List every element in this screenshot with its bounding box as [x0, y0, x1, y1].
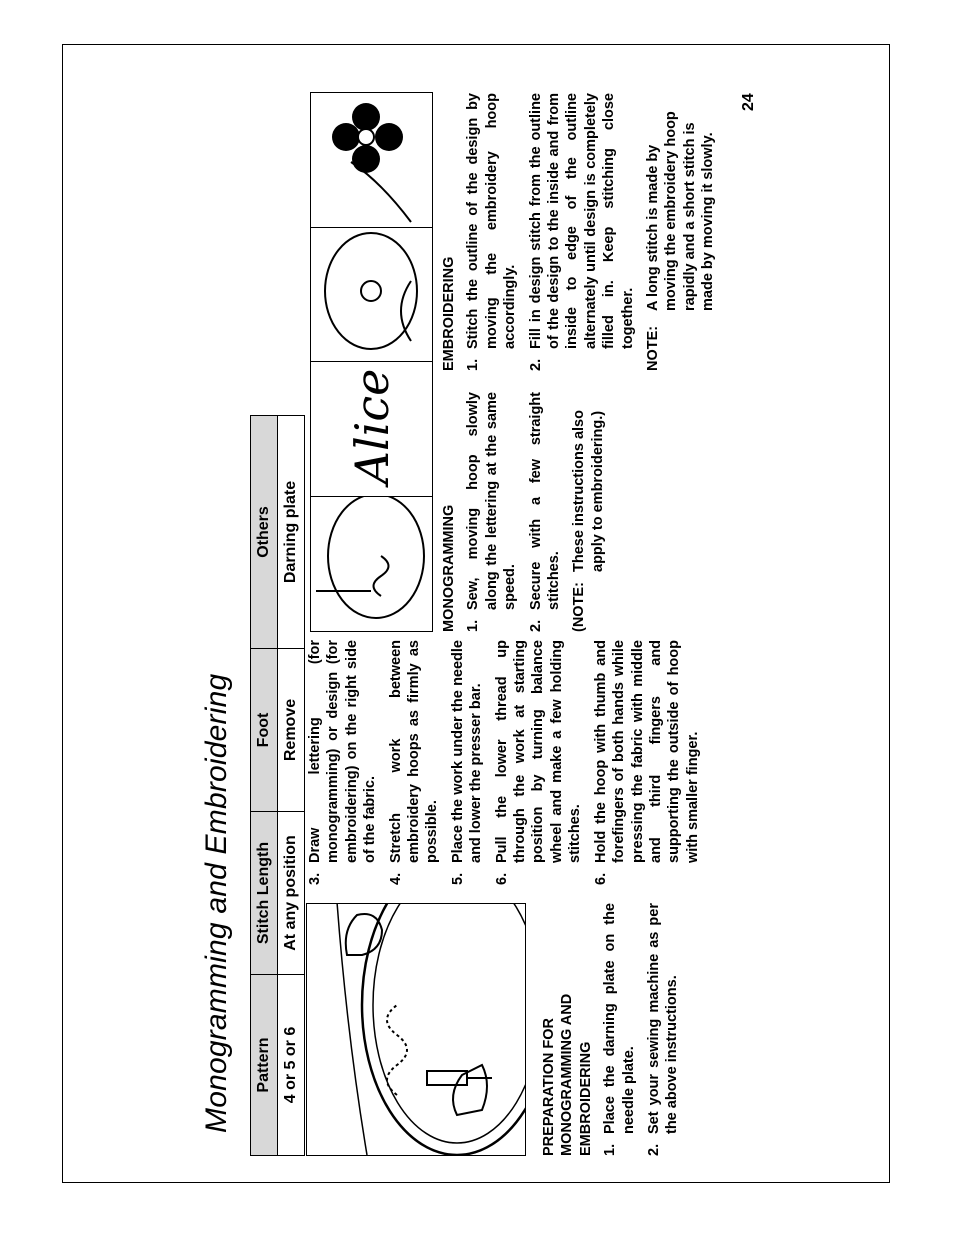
item-text: Draw lettering (for monogramming) or design (for embroidering) on the right side of the fabric. — [307, 640, 379, 863]
item-number: 2. — [646, 1143, 663, 1156]
note-label: (NOTE: — [571, 582, 588, 632]
prep-section — [540, 903, 689, 1156]
item-number: 1. — [465, 619, 482, 632]
list-item — [493, 640, 585, 885]
note-text: A long stitch is made by moving the embroidery hoop rapidly and a short stitch is made by moving it slowly. — [645, 111, 717, 311]
embroidering-section — [440, 93, 718, 371]
list-item — [527, 392, 564, 632]
item-text: Place the work under the needle and lower the presser bar. — [449, 640, 485, 863]
item-number: 6. — [493, 872, 510, 885]
list-item — [645, 903, 682, 1156]
item-text: Hold the hoop with thumb and forefingers of both hands while pressing the fabric with middle and third fingers and supporting the outside of hoop with smaller finger. — [592, 640, 701, 863]
flower-design-illustration — [311, 93, 432, 227]
page-title: Monogramming and Embroidering — [200, 673, 233, 1133]
alice-script-text: Alice — [345, 368, 399, 485]
prep-heading: PREPARATION FOR MONOGRAMMING AND EMBROIDERING — [541, 993, 594, 1156]
cell-stitch-length: At any position — [278, 812, 305, 975]
list-item — [527, 93, 637, 371]
rotated-page — [62, 44, 890, 1183]
cell-others: Darning plate — [278, 416, 305, 649]
monogram-hoop-illustration — [311, 496, 432, 631]
header-others: Others — [251, 416, 278, 649]
item-text: Place the darning plate on the needle plate. — [602, 903, 637, 1134]
header-foot: Foot — [251, 649, 278, 812]
list-item — [464, 93, 519, 371]
monogramming-heading: MONOGRAMMING — [441, 504, 457, 632]
cell-foot: Remove — [278, 649, 305, 812]
monogramming-note — [570, 392, 607, 632]
settings-table — [250, 415, 305, 1156]
list-item — [449, 640, 486, 885]
item-number: 2. — [527, 619, 544, 632]
list-item — [387, 640, 442, 885]
item-text: Stretch work between embroidery hoops as firmly as possible. — [387, 640, 441, 863]
item-text: Pull the lower thread up through the work at starting position by turning balance wheel and make a few holding stitches. — [493, 640, 584, 863]
item-text: Stitch the outline of the design by moving the embroidery hoop accordingly. — [465, 93, 519, 349]
item-number: 1. — [465, 358, 482, 371]
embroidering-heading: EMBROIDERING — [441, 256, 457, 371]
item-text: Secure with a few straight stitches. — [527, 392, 563, 610]
monogram-hoop-drawing — [311, 496, 431, 631]
embroidery-hoop-illustration — [311, 227, 432, 362]
list-item — [464, 392, 519, 632]
note-text: These instructions also apply to embroidering.) — [571, 410, 606, 572]
item-number: 5. — [449, 872, 466, 885]
note-label: NOTE: — [645, 325, 662, 371]
alice-lettering-illustration — [311, 362, 432, 497]
page-number: 24 — [740, 93, 757, 111]
item-number: 4. — [387, 872, 404, 885]
item-text: Set your sewing machine as per the above instructions. — [646, 903, 681, 1134]
hoop-drawing — [307, 903, 526, 1155]
embroidering-note — [644, 93, 718, 371]
item-text: Fill in design stitch from the outline of the design to the inside and from inside to edge of the outline alternately until design is completely filled in. Keep stitching close together. — [527, 93, 636, 349]
item-number: 6. — [592, 872, 609, 885]
cell-pattern: 4 or 5 or 6 — [278, 975, 305, 1156]
steps-column — [306, 640, 709, 885]
header-stitch-length: Stitch Length — [251, 812, 278, 975]
list-item — [306, 640, 380, 885]
monogramming-section — [440, 392, 607, 632]
list-item — [592, 640, 702, 885]
item-text: Sew, moving hoop slowly along the lettering at the same speed. — [465, 392, 519, 610]
header-pattern: Pattern — [251, 975, 278, 1156]
list-item — [601, 903, 638, 1156]
item-number: 2. — [527, 358, 544, 371]
flower-drawing — [311, 93, 431, 227]
embroidery-hoop-drawing — [311, 227, 431, 362]
item-number: 3. — [307, 872, 323, 885]
illustration-strip — [310, 92, 433, 632]
item-number: 1. — [602, 1143, 619, 1156]
hoop-needle-illustration — [306, 903, 526, 1156]
